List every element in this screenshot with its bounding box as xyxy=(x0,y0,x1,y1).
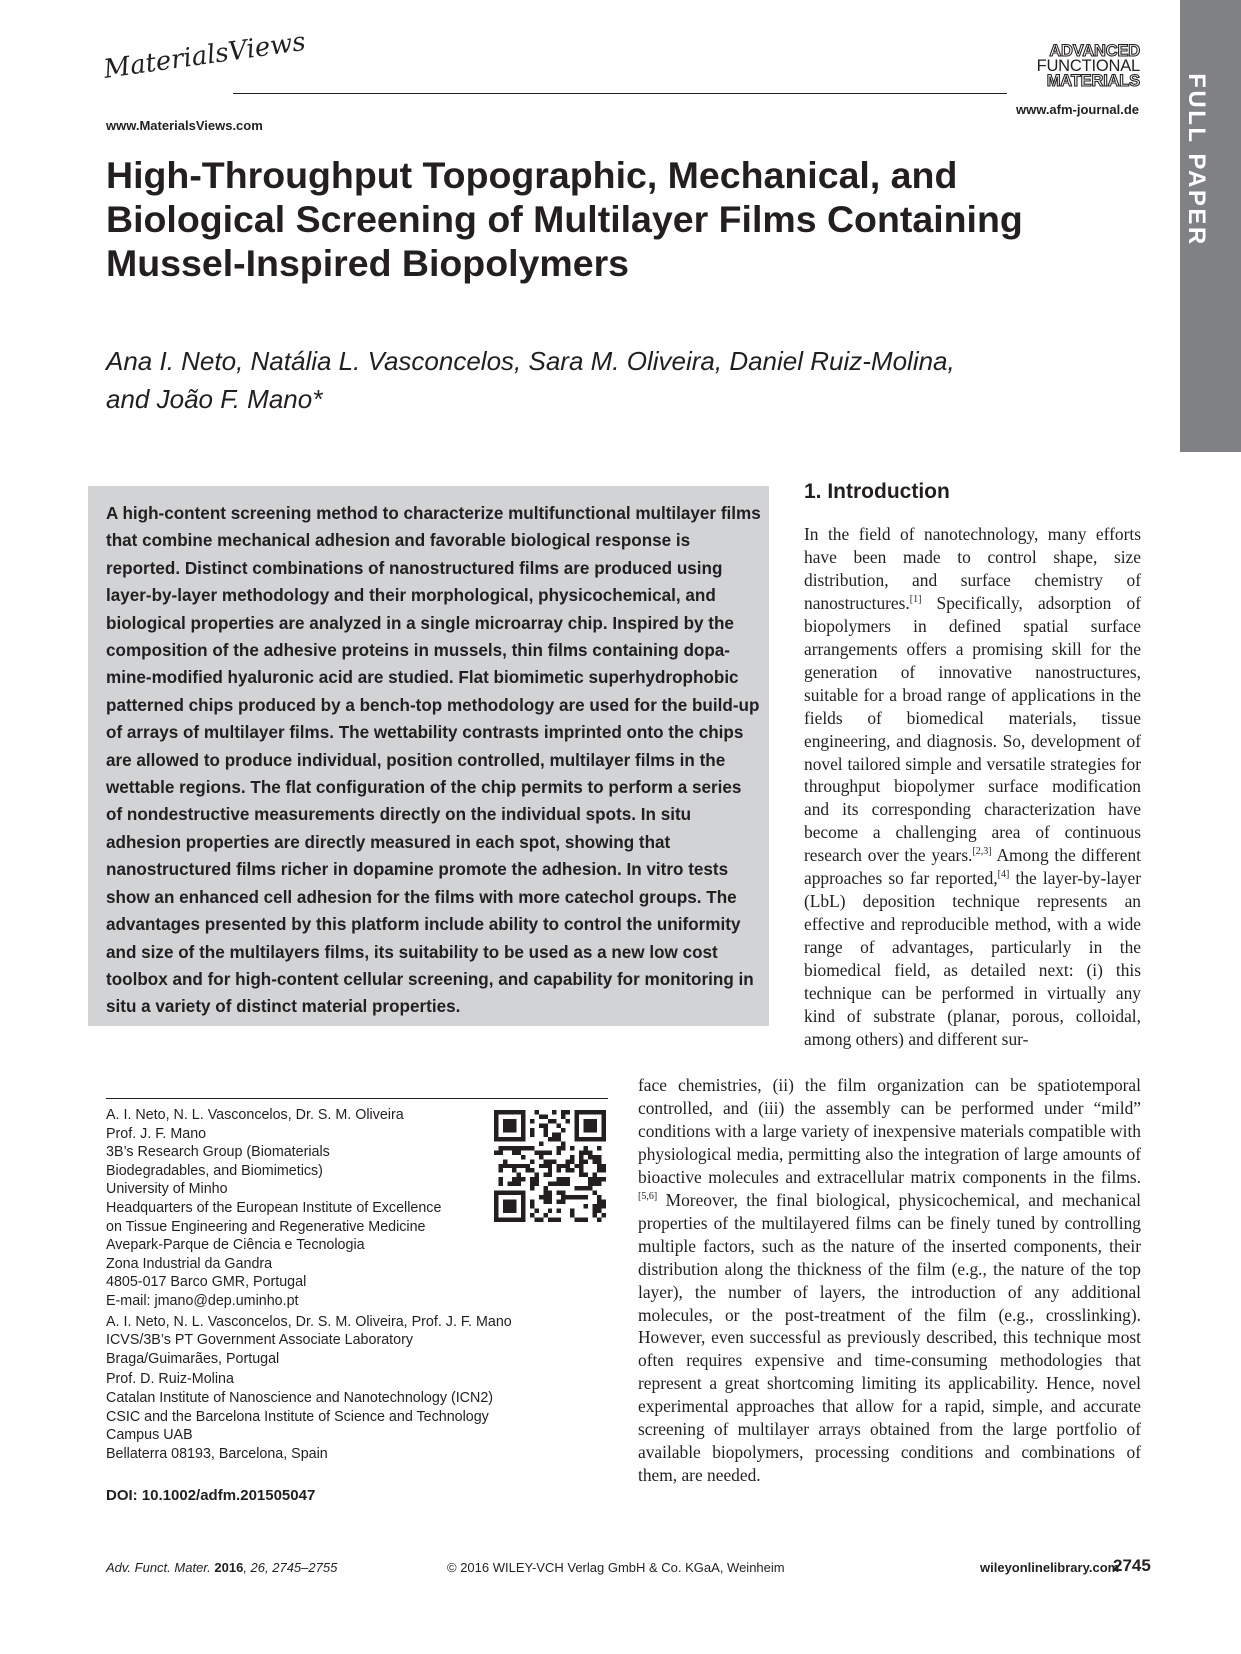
author-line-2: and João F. Mano* xyxy=(106,384,323,414)
author-list xyxy=(106,342,1006,418)
article-type-label: FULL PAPER xyxy=(1183,73,1210,247)
affiliation-line: Catalan Institute of Nanoscience and Nanotechnology (ICN2) xyxy=(106,1389,494,1406)
affiliation-line: ICVS/3B’s PT Government Associate Laboratory xyxy=(106,1332,414,1349)
journal-logo xyxy=(1014,44,1140,89)
affiliation-block xyxy=(106,1370,606,1463)
journal-url[interactable]: www.afm-journal.de xyxy=(1015,102,1139,117)
affiliation-line: Zona Industrial da Gandra xyxy=(106,1255,273,1272)
journal-logo-line1: ADVANCED xyxy=(1049,42,1140,60)
affiliation-line: Braga/Guimarães, Portugal xyxy=(106,1350,280,1367)
logo-word-materials: MaterialsViews xyxy=(101,26,308,85)
affiliation-line: Avepark-Parque de Ciência e Tecnologia xyxy=(106,1237,365,1254)
qr-code[interactable] xyxy=(494,1110,606,1222)
footer-volume: 26 xyxy=(250,1560,266,1575)
affiliation-line[interactable]: E-mail: jmano@dep.uminho.pt xyxy=(106,1292,299,1309)
affiliation-line: Bellaterra 08193, Barcelona, Spain xyxy=(106,1445,328,1462)
journal-logo-line3: MATERIALS xyxy=(1046,72,1140,90)
publisher-url[interactable]: www.MaterialsViews.com xyxy=(106,118,263,133)
footer-citation: Adv. Funct. Mater. 2016, 26, 2745–2755 xyxy=(106,1560,338,1575)
citation-ref[interactable]: [1] xyxy=(909,594,922,606)
affiliation-line: Prof. J. F. Mano xyxy=(106,1125,207,1142)
intro-text: Among the different approaches so far reported, xyxy=(804,845,1141,889)
header-rule xyxy=(233,93,1007,94)
affiliation-line: 4805-017 Barco GMR, Portugal xyxy=(106,1274,307,1291)
author-line-1: Ana I. Neto, Natália L. Vasconcelos, Sara M. Oliveira, Daniel Ruiz-Molina, xyxy=(106,346,955,376)
footer-journal-abbrev: Adv. Funct. Mater. xyxy=(106,1560,211,1575)
introduction-paragraph-part1 xyxy=(804,523,1141,1051)
article-type-tab xyxy=(1180,0,1241,452)
affiliation-line: Headquarters of the European Institute of Excellence xyxy=(106,1199,442,1216)
affiliation-line: Campus UAB xyxy=(106,1427,193,1444)
affiliation-line: CSIC and the Barcelona Institute of Science and Technology xyxy=(106,1408,489,1425)
citation-ref[interactable]: [5,6] xyxy=(638,1190,658,1202)
intro-text: Moreover, the final biological, physicochemical, and mechanical properties of the multilayered films can be finely tuned by controlling multiple factors, such as the nature of the inserted components, their distribution along the thickness of the film (e.g., the nature of the top layer), the number of layers, the introduction of any additional molecules, or the post-treatment of the film (e.g., crosslinking). However, even successful as previously described, this technique most often requires expensive and time-consuming methodologies that represent a great shortcoming limiting its applicability. Hence, novel experimental approaches that allow for a rapid, simple, and accurate screening of multilayer arrays obtained from the large portfolio of available biopolymers, processing conditions and combinations of them, are needed. xyxy=(638,1189,1141,1486)
affiliation-line: Prof. D. Ruiz-Molina xyxy=(106,1371,234,1388)
affiliation-line: Biodegradables, and Biomimetics) xyxy=(106,1162,323,1179)
footer-copyright: © 2016 WILEY-VCH Verlag GmbH & Co. KGaA, Weinheim xyxy=(447,1560,785,1575)
intro-text: In the field of nanotechnology, many efforts have been made to control shape, size distribution, and surface chemistry of nanostructures. xyxy=(804,524,1141,613)
doi[interactable]: DOI: 10.1002/adfm.201505047 xyxy=(106,1487,316,1504)
affiliation-line: A. I. Neto, N. L. Vasconcelos, Dr. S. M. Oliveira xyxy=(106,1107,404,1123)
introduction-paragraph-part2 xyxy=(638,1074,1141,1487)
affiliation-line: University of Minho xyxy=(106,1181,228,1198)
affiliation-line: A. I. Neto, N. L. Vasconcelos, Dr. S. M. Oliveira, Prof. J. F. Mano xyxy=(106,1313,512,1330)
intro-text: face chemistries, (ii) the film organization can be spatiotemporal controlled, and (iii) the assembly can be performed under “mild” conditions with a large variety of inexpensive materials compatible with physiological media, permitting also the integration of large amounts of bioactive molecules and extracellular matrix components in the films. xyxy=(638,1075,1141,1187)
intro-text: Specifically, adsorption of biopolymers in defined spatial surface arrangements offers a promising skill for the generation of innovative nanostructures, suitable for a broad range of applications in the fields of biomedical materials, tissue engineering, and diagnosis. So, development of novel tailored simple and versatile strategies for throughput biopolymer surface modification and its corresponding characterization have become a challenging area of continuous research over the years. xyxy=(804,592,1141,866)
section-heading-introduction: 1. Introduction xyxy=(804,480,950,503)
footer-year: 2016 xyxy=(214,1560,244,1575)
abstract-text: A high-content screening method to characterize multifunctional multilayer films that combine mechanical adhesion and favorable biological response is reported. Distinct combinations of nanostructured films are produced using layer-by-layer methodology and their morphological, physicochemical, and biological properties are analyzed in a single microarray chip. Inspired by the composition of the adhesive proteins in mussels, thin films containing dopa-mine-modified hyaluronic acid are studied. Flat biomimetic superhydrophobic patterned chips produced by a bench-top methodology are used for the build-up of arrays of multilayer films. The wettability contrasts imprinted onto the chips are allowed to produce individual, position controlled, multilayer films in the wettable regions. The flat configuration of the chip permits to perform a series of nondestructive measurements directly on the individual spots. In situ adhesion properties are directly measured in each spot, showing that nanostructured films richer in dopamine promote the adhesion. In vitro tests show an enhanced cell adhesion for the films with more catechol groups. The advantages presented by this platform include ability to control the uniformity and size of the multilayers films, its suitability to be used as a new low cost toolbox and for high-content cellular screening, and capability for monitoring in situ a variety of distinct material properties. xyxy=(106,504,761,1017)
materialsviews-logo xyxy=(101,26,308,114)
journal-logo-line2: FUNCTIONAL xyxy=(1036,57,1140,75)
article-title: High-Throughput Topographic, Mechanical, and Biological Screening of Multilayer Films Containing Mussel-Inspired Biopolymers xyxy=(106,154,1023,284)
citation-ref[interactable]: [4] xyxy=(997,869,1010,881)
affiliation-block xyxy=(106,1313,606,1369)
footer-site-link[interactable]: wileyonlinelibrary.com xyxy=(980,1560,1120,1575)
affiliations-rule xyxy=(106,1098,608,1099)
affiliation-line: on Tissue Engineering and Regenerative Medicine xyxy=(106,1218,426,1235)
affiliation-line: 3B’s Research Group (Biomaterials xyxy=(106,1144,330,1161)
citation-ref[interactable]: [2,3] xyxy=(972,846,992,858)
abstract-box xyxy=(88,486,769,1026)
page-number: 2745 xyxy=(1113,1556,1151,1575)
footer-pages: , 2745–2755 xyxy=(265,1560,338,1575)
intro-text: the layer-by-layer (LbL) deposition technique represents an effective and reproducible method, with a wide range of advantages, particularly in the biomedical field, as detailed next: (i) this technique can be performed in virtually any kind of substrate (planar, porous, colloidal, among others) and different sur- xyxy=(804,868,1141,1049)
